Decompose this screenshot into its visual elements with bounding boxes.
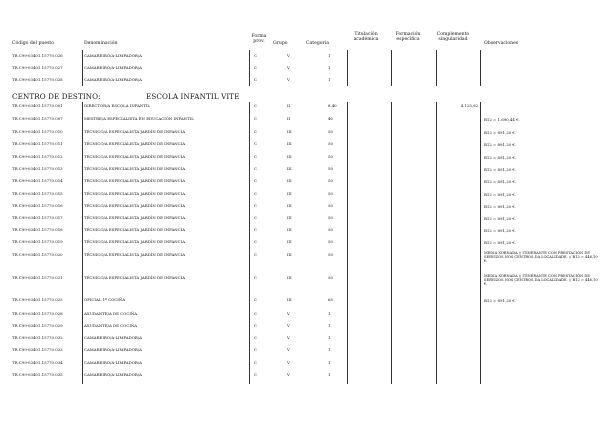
cell-observaciones: MEDIA XORNADA // ITINERANTE CON PRESTACIÓN DE SERVIZOS NOS CENTROS DA LOCALIDADE. // B12 = 446,10 €.	[484, 274, 598, 286]
header-codigo: Código del puesto	[12, 41, 55, 46]
cell-codigo: TR.C99-03401.15770.032	[12, 335, 63, 340]
column-rule	[249, 102, 250, 384]
cell-denominacion: TÉCNICO/A ESPECIALISTA JARDÍN DE INFANCIA	[84, 275, 186, 280]
cell-denominacion: TÉCNICO/A ESPECIALISTA JARDÍN DE INFANCIA	[84, 141, 186, 146]
cell-observaciones: B12 = 891,20 €.	[484, 228, 517, 233]
cell-forma-prov: C	[254, 191, 257, 196]
column-rule	[82, 102, 83, 384]
header-grupo: Grupo	[273, 41, 288, 46]
cell-categoria: 50	[328, 227, 333, 232]
cell-denominacion: OFICIAL 1ª COCIÑA	[84, 297, 126, 302]
cell-codigo: TR.C99-03401.15770.020	[12, 252, 63, 257]
header-denominacion: Denominación	[84, 41, 118, 46]
header-formacion: Formación específica	[395, 32, 421, 42]
cell-forma-prov: C	[254, 239, 257, 244]
header-complemento: Complemento singularidad	[436, 32, 470, 42]
cell-denominacion: TÉCNICO/A ESPECIALISTA JARDÍN DE INFANCIA	[84, 215, 186, 220]
cell-categoria: 1	[328, 77, 331, 82]
header-titulacion: Titulación académica	[353, 32, 379, 42]
cell-denominacion: CAMAREIRO/A-LIMPADOR/A	[84, 65, 142, 70]
cell-codigo: TR.C99-03401.15770.001	[12, 103, 63, 108]
cell-categoria: 1	[328, 65, 331, 70]
cell-categoria: 50	[328, 203, 333, 208]
cell-forma-prov: C	[254, 154, 257, 159]
cell-forma-prov: C	[254, 65, 257, 70]
cell-codigo: TR.C99-03401.15770.012	[12, 154, 63, 159]
cell-grupo: III	[287, 239, 292, 244]
column-rule	[249, 50, 250, 86]
column-rule	[436, 50, 437, 86]
cell-categoria: 50	[328, 275, 333, 280]
cell-grupo: III	[287, 252, 292, 257]
cell-codigo: TR.C99-03401.15770.028	[12, 311, 63, 316]
cell-grupo: V	[287, 77, 290, 82]
cell-forma-prov: C	[254, 178, 257, 183]
cell-grupo: III	[287, 166, 292, 171]
cell-observaciones: B12 = 1.690,44 €.	[484, 117, 520, 122]
cell-forma-prov: C	[254, 215, 257, 220]
cell-categoria: 8,40	[328, 103, 337, 108]
cell-forma-prov: C	[254, 77, 257, 82]
cell-grupo: V	[287, 335, 290, 340]
cell-categoria: 50	[328, 178, 333, 183]
cell-categoria: 1	[328, 311, 331, 316]
cell-observaciones: B12 = 891,20 €.	[484, 155, 517, 160]
cell-grupo: III	[287, 129, 292, 134]
cell-denominacion: CAMAREIRO/A-LIMPADOR/A	[84, 77, 142, 82]
cell-codigo: TR.C99-03401.15770.015	[12, 191, 63, 196]
cell-observaciones: B12 = 891,20 €.	[484, 167, 517, 172]
cell-codigo: TR.C99-03401.15770.034	[12, 360, 63, 365]
cell-codigo: TR.C99-03401.15770.026	[12, 53, 63, 58]
cell-grupo: III	[287, 178, 292, 183]
cell-denominacion: TÉCNICO/A ESPECIALISTA JARDÍN DE INFANCIA	[84, 203, 186, 208]
cell-codigo: TR.C99-03401.15770.021	[12, 275, 63, 280]
column-rule	[347, 102, 348, 384]
cell-forma-prov: C	[254, 141, 257, 146]
cell-forma-prov: C	[254, 203, 257, 208]
cell-codigo: TR.C99-03401.15770.025	[12, 297, 63, 302]
cell-denominacion: AXUDANTE/A DE COCIÑA	[84, 311, 138, 316]
cell-complemento: 4.125,92	[460, 103, 478, 108]
cell-categoria: 50	[328, 239, 333, 244]
column-rule	[391, 102, 392, 384]
cell-observaciones: B12 = 891,20 €.	[484, 240, 517, 245]
column-rule	[391, 50, 392, 86]
cell-codigo: TR.C99-03401.15770.033	[12, 347, 63, 352]
cell-codigo: TR.C99-03401.15770.029	[12, 323, 63, 328]
cell-forma-prov: C	[254, 252, 257, 257]
cell-grupo: III	[287, 215, 292, 220]
cell-categoria: 50	[328, 154, 333, 159]
cell-grupo: V	[287, 347, 290, 352]
cell-forma-prov: C	[254, 360, 257, 365]
cell-forma-prov: C	[254, 372, 257, 377]
cell-denominacion: TÉCNICO/A ESPECIALISTA JARDÍN DE INFANCIA	[84, 191, 186, 196]
cell-categoria: 50	[328, 129, 333, 134]
cell-grupo: II	[287, 103, 291, 108]
cell-denominacion: TÉCNICO/A ESPECIALISTA JARDÍN DE INFANCIA	[84, 239, 186, 244]
column-rule	[82, 50, 83, 86]
cell-forma-prov: C	[254, 103, 257, 108]
cell-denominacion: TÉCNICO/A ESPECIALISTA JARDÍN DE INFANCIA	[84, 252, 186, 257]
cell-forma-prov: C	[254, 166, 257, 171]
cell-grupo: V	[287, 65, 290, 70]
cell-grupo: III	[287, 275, 292, 280]
cell-forma-prov: C	[254, 297, 257, 302]
cell-codigo: TR.C99-03401.15770.035	[12, 372, 63, 377]
cell-grupo: V	[287, 323, 290, 328]
cell-grupo: V	[287, 372, 290, 377]
cell-observaciones: B12 = 891,20 €.	[484, 130, 517, 135]
cell-codigo: TR.C99-03401.15770.019	[12, 239, 63, 244]
cell-grupo: III	[287, 154, 292, 159]
cell-grupo: III	[287, 297, 292, 302]
cell-denominacion: CAMAREIRO/A-LIMPADOR/A	[84, 53, 142, 58]
cell-categoria: 50	[328, 141, 333, 146]
cell-grupo: III	[287, 227, 292, 232]
cell-categoria: 65	[328, 297, 333, 302]
cell-categoria: 1	[328, 347, 331, 352]
cell-grupo: III	[287, 203, 292, 208]
cell-codigo: TR.C99-03401.15770.028	[12, 77, 63, 82]
cell-denominacion: MESTRE/A ESPECIALISTA EN EDUCACIÓN INFANTIL	[84, 116, 194, 121]
cell-forma-prov: C	[254, 335, 257, 340]
cell-codigo: TR.C99-03401.15770.010	[12, 129, 63, 134]
cell-denominacion: TÉCNICO/A ESPECIALISTA JARDÍN DE INFANCIA	[84, 178, 186, 183]
cell-denominacion: DIRECTOR/A ESCOLA INFANTIL	[84, 103, 151, 108]
column-rule	[480, 102, 481, 384]
cell-observaciones: B12 = 891,20 €.	[484, 192, 517, 197]
cell-forma-prov: C	[254, 323, 257, 328]
column-rule	[480, 50, 481, 86]
cell-denominacion: CAMAREIRO/A-LIMPADOR/A	[84, 372, 142, 377]
cell-codigo: TR.C99-03401.15770.018	[12, 227, 63, 232]
cell-observaciones: B12 = 891,20 €.	[484, 142, 517, 147]
cell-denominacion: AXUDANTE/A DE COCIÑA	[84, 323, 138, 328]
cell-forma-prov: C	[254, 275, 257, 280]
cell-observaciones: B12 = 891,20 €.	[484, 216, 517, 221]
cell-codigo: TR.C99-03401.15770.013	[12, 166, 63, 171]
cell-grupo: V	[287, 53, 290, 58]
cell-denominacion: CAMAREIRO/A-LIMPADOR/A	[84, 360, 142, 365]
cell-categoria: 1	[328, 335, 331, 340]
section-name: ESCOLA INFANTIL VITE	[146, 92, 240, 101]
cell-grupo: V	[287, 311, 290, 316]
cell-denominacion: CAMAREIRO/A-LIMPADOR/A	[84, 347, 142, 352]
header-observaciones: Observaciones	[484, 41, 519, 46]
cell-codigo: TR.C99-03401.15770.016	[12, 203, 63, 208]
cell-codigo: TR.C99-03401.15770.017	[12, 215, 63, 220]
cell-categoria: 50	[328, 252, 333, 257]
cell-categoria: 50	[328, 215, 333, 220]
cell-categoria: 1	[328, 372, 331, 377]
cell-observaciones: B12 = 891,20 €.	[484, 298, 517, 303]
cell-forma-prov: C	[254, 347, 257, 352]
cell-forma-prov: C	[254, 227, 257, 232]
cell-denominacion: CAMAREIRO/A-LIMPADOR/A	[84, 335, 142, 340]
cell-observaciones: B12 = 891,20 €.	[484, 204, 517, 209]
cell-forma-prov: C	[254, 311, 257, 316]
cell-denominacion: TÉCNICO/A ESPECIALISTA JARDÍN DE INFANCIA	[84, 166, 186, 171]
cell-observaciones: MEDIA XORNADA // ITINERANTE CON PRESTACIÓN DE SERVIZOS NOS CENTROS DA LOCALIDADE. // B12 = 446,10 €.	[484, 251, 598, 263]
header-categoria: Categoría	[306, 41, 329, 46]
cell-grupo: III	[287, 141, 292, 146]
cell-categoria: 1	[328, 53, 331, 58]
cell-grupo: V	[287, 360, 290, 365]
header-forma-prov: Forma prov.	[251, 34, 267, 44]
cell-codigo: TR.C99-03401.15770.011	[12, 141, 63, 146]
column-rule	[347, 50, 348, 86]
cell-categoria: 1	[328, 323, 331, 328]
cell-denominacion: TÉCNICO/A ESPECIALISTA JARDÍN DE INFANCIA	[84, 154, 186, 159]
cell-forma-prov: C	[254, 129, 257, 134]
cell-observaciones: B12 = 891,20 €.	[484, 179, 517, 184]
cell-denominacion: TÉCNICO/A ESPECIALISTA JARDÍN DE INFANCIA	[84, 129, 186, 134]
cell-forma-prov: C	[254, 116, 257, 121]
cell-categoria: 50	[328, 191, 333, 196]
cell-grupo: III	[287, 191, 292, 196]
cell-grupo: II	[287, 116, 291, 121]
cell-categoria: 1	[328, 360, 331, 365]
cell-codigo: TR.C99-03401.15770.007	[12, 116, 63, 121]
cell-categoria: 50	[328, 166, 333, 171]
cell-codigo: TR.C99-03401.15770.027	[12, 65, 63, 70]
cell-codigo: TR.C99-03401.15770.014	[12, 178, 63, 183]
cell-categoria: 40	[328, 116, 333, 121]
column-rule	[436, 102, 437, 384]
cell-forma-prov: C	[254, 53, 257, 58]
section-label: CENTRO DE DESTINO:	[12, 92, 101, 101]
cell-denominacion: TÉCNICO/A ESPECIALISTA JARDÍN DE INFANCIA	[84, 227, 186, 232]
